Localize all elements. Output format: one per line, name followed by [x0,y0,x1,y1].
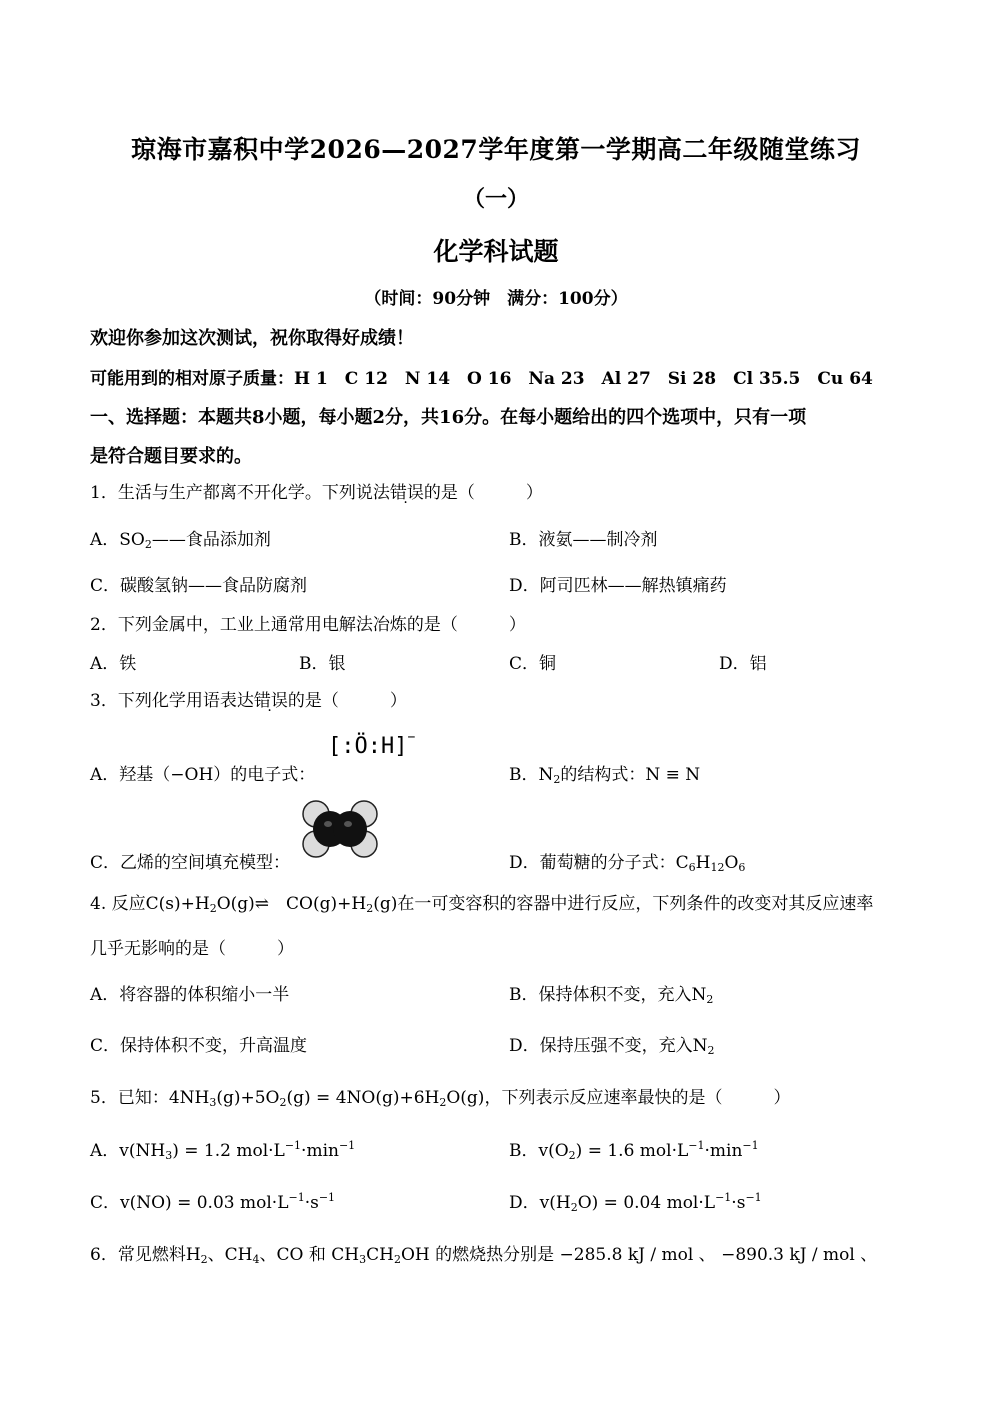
question-1-stem: 1．生活与生产都离不开化学。下列说法错误的是（ ） [90,483,543,503]
hydroxyl-electron-formula: [:Ö:H]− [328,730,416,759]
question-3-option-d[interactable]: D．葡萄糖的分子式：$C_6H_{12}O_6$ [509,853,746,874]
question-4-stem-cont: 几乎无影响的是（ ） [90,939,294,959]
question-5-option-d[interactable]: D．$v(H_2O) = 0.04$ $mol\cdot L^{-1}\cdot s^{-1}$ [509,1191,762,1214]
question-1-option-c[interactable]: C．碳酸氢钠——食品防腐剂 [90,576,308,596]
question-4-option-c[interactable]: C．保持体积不变，升高温度 [90,1036,308,1056]
question-6-stem: 6．常见燃料$H_2$、$CH_4$、CO 和 $CH_3CH_2OH$ 的燃烧热分别是 −285.8 kJ / mol 、 −890.3 kJ / mol 、 [90,1245,878,1266]
question-2-option-b[interactable]: B．银 [299,654,346,674]
exam-title-part: （一） [462,186,529,212]
question-2-option-c[interactable]: C．铜 [509,654,557,674]
question-1-option-b[interactable]: B．液氨——制冷剂 [509,530,658,550]
question-3-option-b[interactable]: B．$N_2$的结构式：N ≡ N [509,765,701,786]
question-5-option-c[interactable]: C．v(NO) = 0.03 $mol\cdot L^{-1}\cdot s^{-1}$ [90,1191,336,1213]
question-4-option-d[interactable]: D．保持压强不变，充入$N_2$ [509,1036,715,1057]
question-4-option-a[interactable]: A．将容器的体积缩小一半 [90,985,290,1005]
question-1-option-a[interactable]: A．$SO_2——$食品添加剂 [90,530,271,551]
question-4-stem: 4. 反应$C(s)+H_2O(g)\rightleftharpoons$ $CO(g)+H_2(g)$在一可变容积的容器中进行反应，下列条件的改变对其反应速率 [90,894,874,915]
question-5-option-a[interactable]: A．$v(NH_3) = 1.2$ $mol\cdot L^{-1}\cdot\min^{-1}$ [90,1139,356,1162]
question-1-option-d[interactable]: D．阿司匹林——解热镇痛药 [509,576,727,596]
question-5-stem: 5．已知：$4NH_3(g)+5O_2(g) = 4NO(g)+6H_2O(g)$，下列表示反应速率最快的是（ ） [90,1088,791,1109]
question-2-option-d[interactable]: D．铝 [719,654,767,674]
exam-title: 琼海市嘉积中学2026—2027学年度第一学期高二年级随堂练习 [131,135,861,164]
subject-title: 化学科试题 [433,237,559,266]
question-4-option-b[interactable]: B．保持体积不变，充入$N_2$ [509,985,714,1006]
exam-info: （时间：90分钟 满分：100分） [364,289,628,309]
question-3-option-c[interactable]: C．乙烯的空间填充模型： [90,853,291,873]
atomic-masses: 可能用到的相对原子质量：H 1 C 12 N 14 O 16 Na 23 Al 27 Si 28 Cl 35.5 Cu 64 [90,369,873,389]
question-2-stem: 2．下列金属中，工业上通常用电解法冶炼的是（ ） [90,615,526,635]
question-2-option-a[interactable]: A．铁 [90,654,137,674]
question-3-stem: 3．下列化学用语表达错误的是（ ） [90,691,407,711]
ethylene-space-filling-model [298,798,382,862]
section-heading: 一、选择题：本题共8小题，每小题2分，共16分。在每小题给出的四个选项中，只有一项 [90,407,807,428]
section-heading-cont: 是符合题目要求的。 [90,446,252,467]
question-3-option-a[interactable]: A．羟基（−OH）的电子式： [90,765,316,785]
question-5-option-b[interactable]: B．$v(O_2) = 1.6$ $mol\cdot L^{-1}\cdot\min^{-1}$ [509,1139,759,1162]
welcome-text: 欢迎你参加这次测试，祝你取得好成绩！ [90,328,414,349]
